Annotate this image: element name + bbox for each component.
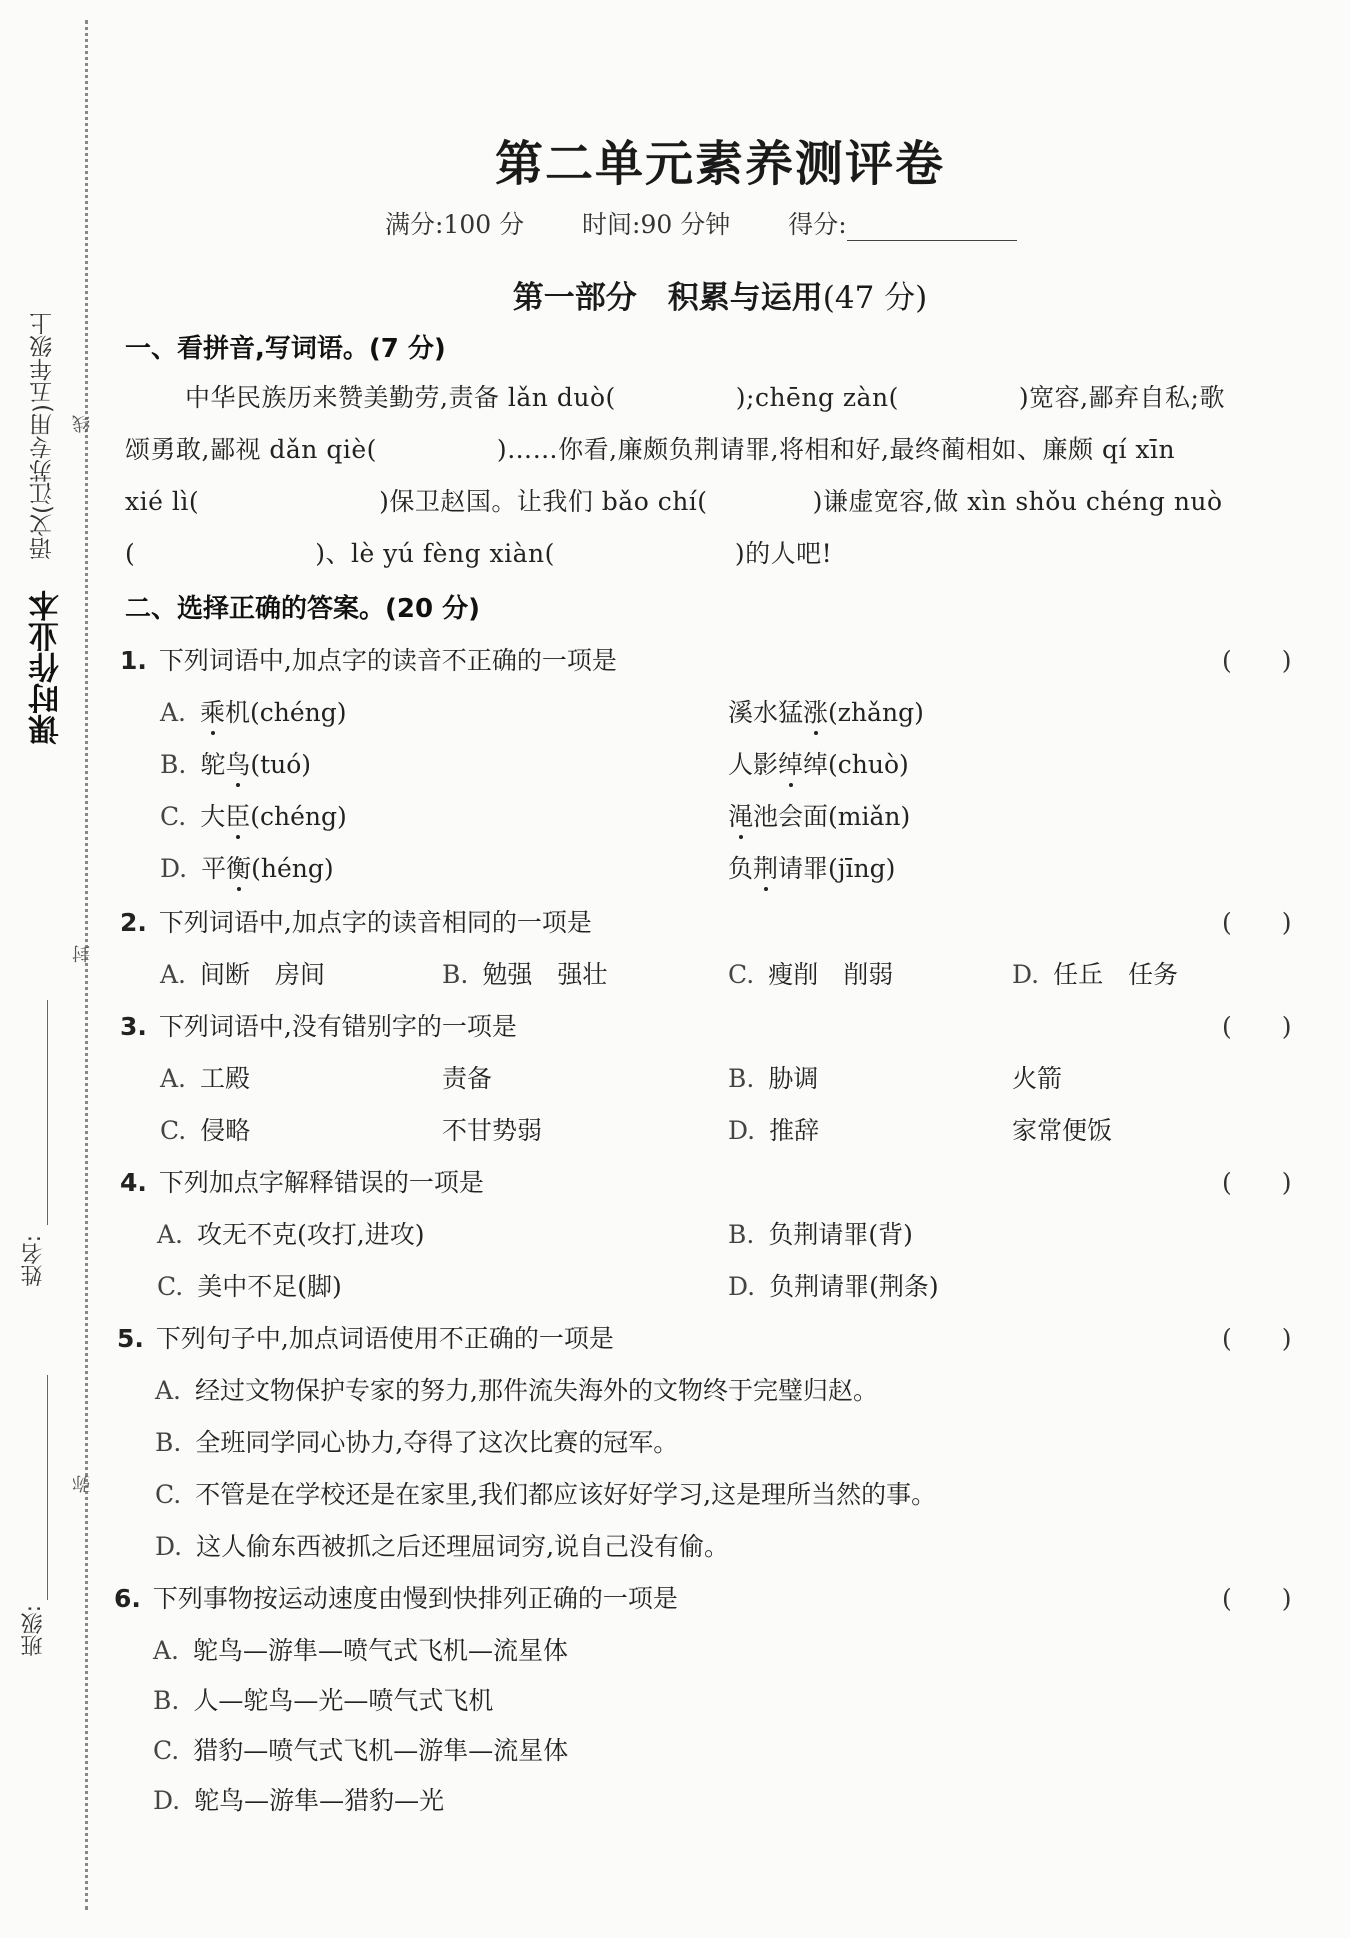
q3-option-b2[interactable]: 火箭 xyxy=(1012,1064,1063,1093)
passage-text: )宽容,鄙弃自私;歌 xyxy=(1018,383,1225,412)
option-letter: B. xyxy=(728,1220,755,1249)
q2-option-b[interactable] xyxy=(442,955,607,991)
passage-line-2 xyxy=(125,424,1310,476)
option-text: 人影 xyxy=(728,750,779,779)
q5-option-b[interactable] xyxy=(155,1423,678,1459)
question-3 xyxy=(120,1007,517,1043)
q1-option-d[interactable] xyxy=(160,849,334,885)
passage-text: ( xyxy=(125,539,136,568)
option-text: 负 xyxy=(728,854,754,883)
option-text: 勉强 强壮 xyxy=(482,960,608,989)
option-letter: D. xyxy=(1012,960,1040,989)
q1-option-a2[interactable] xyxy=(728,693,924,729)
question-stem: 下列词语中,没有错别字的一项是 xyxy=(158,1012,517,1041)
passage-line-1 xyxy=(125,372,1310,424)
option-text: 瘦削 削弱 xyxy=(768,960,894,989)
option-text: 绰(chuò) xyxy=(803,750,909,779)
option-letter: B. xyxy=(442,960,469,989)
exam-time: 时间:90 分钟 xyxy=(582,210,731,239)
q5-option-d[interactable] xyxy=(155,1527,729,1563)
dotted-char: 渑 xyxy=(728,802,754,831)
option-text: 鸵鸟—游隼—喷气式飞机—流星体 xyxy=(193,1636,569,1665)
question-number: 2. xyxy=(120,908,147,937)
question-stem: 下列事物按运动速度由慢到快排列正确的一项是 xyxy=(152,1584,678,1613)
q1-option-b2[interactable] xyxy=(728,745,909,781)
q4-option-b[interactable] xyxy=(728,1215,913,1251)
option-letter: C. xyxy=(155,1480,182,1509)
q2-option-d[interactable] xyxy=(1012,955,1178,991)
section2-heading: 二、选择正确的答案。(20 分) xyxy=(125,594,480,624)
question-stem: 下列句子中,加点词语使用不正确的一项是 xyxy=(155,1324,614,1353)
q1-option-d2[interactable] xyxy=(728,849,895,885)
section1-heading: 一、看拼音,写词语。(7 分) xyxy=(125,334,446,364)
q5-option-c[interactable] xyxy=(155,1475,936,1511)
q1-option-c2[interactable] xyxy=(728,797,910,833)
passage-text: );chēng zàn( xyxy=(735,383,899,412)
q3-option-d2[interactable]: 家常便饭 xyxy=(1012,1116,1113,1145)
full-score: 满分:100 分 xyxy=(385,210,525,239)
passage-text: )……你看,廉颇负荆请罪,将相和好,最终蔺相如、廉颇 qí xīn xyxy=(496,435,1176,464)
option-text: (zhǎng) xyxy=(828,698,924,727)
option-text: 工殿 xyxy=(200,1064,251,1093)
dotted-char: 鸟 xyxy=(225,750,251,779)
dotted-char: 绰 xyxy=(778,750,804,779)
option-text: 经过文物保护专家的努力,那件流失海外的文物终于完璧归赵。 xyxy=(195,1376,878,1405)
passage-line-3 xyxy=(125,476,1310,528)
dotted-char: 衡 xyxy=(226,854,252,883)
option-letter: D. xyxy=(155,1532,183,1561)
option-text: 推辞 xyxy=(769,1116,820,1145)
exam-meta xyxy=(385,205,1067,241)
option-text: 攻无不克(攻打,进攻) xyxy=(197,1220,425,1249)
question-5 xyxy=(117,1319,614,1355)
answer-paren-6[interactable]: ( ) xyxy=(1222,1584,1292,1613)
option-letter: D. xyxy=(728,1272,756,1301)
side-subtitle: 语文(江苏专用)五年级上 xyxy=(30,312,56,560)
question-number: 4. xyxy=(120,1168,147,1197)
passage-text: )的人吧! xyxy=(734,539,833,568)
option-letter: C. xyxy=(728,960,755,989)
option-letter: A. xyxy=(160,960,187,989)
q1-option-c[interactable] xyxy=(160,797,347,833)
option-text: 侵略 xyxy=(200,1116,251,1145)
option-letter: C. xyxy=(160,1116,187,1145)
class-field-label: 班级: xyxy=(21,1605,46,1657)
q3-option-c2[interactable]: 不甘势弱 xyxy=(442,1116,543,1145)
q5-option-a[interactable] xyxy=(155,1371,878,1407)
answer-paren-5[interactable]: ( ) xyxy=(1222,1324,1292,1353)
option-letter: A. xyxy=(153,1636,180,1665)
answer-paren-1[interactable]: ( ) xyxy=(1222,646,1292,675)
dotted-char: 涨 xyxy=(803,698,829,727)
option-text: 大 xyxy=(200,802,226,831)
question-number: 3. xyxy=(120,1012,147,1041)
option-text: 间断 房间 xyxy=(200,960,326,989)
question-2 xyxy=(120,903,592,939)
answer-paren-4[interactable]: ( ) xyxy=(1222,1168,1292,1197)
q3-option-c[interactable] xyxy=(160,1111,250,1147)
option-letter: D. xyxy=(160,854,188,883)
answer-paren-2[interactable]: ( ) xyxy=(1222,908,1292,937)
q3-option-b[interactable] xyxy=(728,1059,818,1095)
option-text: (héng) xyxy=(251,854,334,883)
option-letter: A. xyxy=(155,1376,182,1405)
passage-line-4 xyxy=(125,528,1310,580)
answer-paren-3[interactable]: ( ) xyxy=(1222,1012,1292,1041)
option-letter: C. xyxy=(153,1736,180,1765)
part-title-text: 第一部分 积累与运用 xyxy=(512,280,823,316)
question-4 xyxy=(120,1163,484,1199)
passage-text: 中华民族历来赞美勤劳,责备 lǎn duò( xyxy=(185,383,616,412)
q6-option-b[interactable] xyxy=(153,1681,493,1717)
passage-text: 颂勇敢,鄙视 dǎn qiè( xyxy=(125,435,377,464)
option-text: 平 xyxy=(201,854,227,883)
question-1 xyxy=(120,641,617,677)
option-text: 任丘 任务 xyxy=(1053,960,1179,989)
dotted-char: 臣 xyxy=(225,802,251,831)
option-text: 这人偷东西被抓之后还理屈词穷,说自己没有偷。 xyxy=(196,1532,730,1561)
name-field-line[interactable] xyxy=(47,1000,48,1225)
section1-passage xyxy=(125,372,1310,580)
q6-option-c[interactable] xyxy=(153,1731,568,1767)
question-number: 1. xyxy=(120,646,147,675)
option-text: 负荆请罪(荆条) xyxy=(769,1272,939,1301)
dotted-char: 荆 xyxy=(753,854,779,883)
part-points: (47 分) xyxy=(822,280,928,316)
q3-option-a[interactable] xyxy=(160,1059,250,1095)
option-text: 胁调 xyxy=(768,1064,819,1093)
option-letter: B. xyxy=(155,1428,182,1457)
q4-option-d[interactable] xyxy=(728,1267,939,1303)
page-title: 第二单元素养测评卷 xyxy=(494,136,945,192)
option-text: 鸵鸟—游隼—猎豹—光 xyxy=(194,1786,445,1815)
cut-mark-seal: 封 xyxy=(72,945,93,963)
name-field-label: 姓名: xyxy=(21,1235,46,1287)
question-number: 5. xyxy=(117,1324,144,1353)
option-letter: C. xyxy=(157,1272,184,1301)
q2-option-c[interactable] xyxy=(728,955,893,991)
question-stem: 下列词语中,加点字的读音不正确的一项是 xyxy=(158,646,617,675)
option-text: 美中不足(脚) xyxy=(197,1272,342,1301)
cut-mark-line: 线 xyxy=(72,415,93,433)
class-field-line[interactable] xyxy=(47,1375,48,1600)
option-text: 全班同学同心协力,夺得了这次比赛的冠军。 xyxy=(195,1428,679,1457)
dotted-char: 乘 xyxy=(200,698,226,727)
q1-option-a[interactable] xyxy=(160,693,347,729)
option-text: 池会面(miǎn) xyxy=(753,802,911,831)
passage-text: )保卫赵国。让我们 bǎo chí( xyxy=(379,487,708,516)
option-text: 机(chéng) xyxy=(225,698,347,727)
score-label: 得分: xyxy=(788,210,847,239)
option-letter: D. xyxy=(728,1116,756,1145)
q4-option-a[interactable] xyxy=(157,1215,424,1251)
question-stem: 下列词语中,加点字的读音相同的一项是 xyxy=(158,908,592,937)
option-text: 鸵 xyxy=(200,750,226,779)
option-letter: A. xyxy=(157,1220,184,1249)
option-text: 不管是在学校还是在家里,我们都应该好好学习,这是理所当然的事。 xyxy=(195,1480,937,1509)
q1-option-b[interactable] xyxy=(160,745,311,781)
option-text: 溪水猛 xyxy=(728,698,804,727)
option-letter: A. xyxy=(160,698,187,727)
q6-option-d[interactable] xyxy=(153,1781,444,1817)
question-stem: 下列加点字解释错误的一项是 xyxy=(158,1168,484,1197)
cut-mark-close: 弥 xyxy=(72,1475,93,1493)
q2-option-a[interactable] xyxy=(160,955,325,991)
q3-option-d[interactable] xyxy=(728,1111,819,1147)
question-6 xyxy=(114,1579,678,1615)
option-letter: A. xyxy=(160,1064,187,1093)
question-number: 6. xyxy=(114,1584,141,1613)
part-title xyxy=(0,272,1350,317)
option-letter: C. xyxy=(160,802,187,831)
option-text: 负荆请罪(背) xyxy=(768,1220,913,1249)
option-text: 人—鸵鸟—光—喷气式飞机 xyxy=(193,1686,494,1715)
passage-text: )、lè yú fèng xiàn( xyxy=(315,539,555,568)
option-letter: B. xyxy=(153,1686,180,1715)
q6-option-a[interactable] xyxy=(153,1631,568,1667)
q4-option-c[interactable] xyxy=(157,1267,342,1303)
score-blank[interactable] xyxy=(847,218,1017,241)
passage-text: xié lì( xyxy=(125,487,200,516)
option-text: (tuó) xyxy=(250,750,312,779)
option-letter: B. xyxy=(728,1064,755,1093)
option-text: 请罪(jīng) xyxy=(778,854,896,883)
option-text: (chéng) xyxy=(250,802,347,831)
passage-text: )谦虚宽容,做 xìn shǒu chéng nuò xyxy=(812,487,1223,516)
side-brand: 课时作业本 xyxy=(29,590,65,745)
q3-option-a2[interactable]: 责备 xyxy=(442,1064,493,1093)
option-letter: D. xyxy=(153,1786,181,1815)
option-text: 猎豹—喷气式飞机—游隼—流星体 xyxy=(193,1736,569,1765)
option-letter: B. xyxy=(160,750,187,779)
